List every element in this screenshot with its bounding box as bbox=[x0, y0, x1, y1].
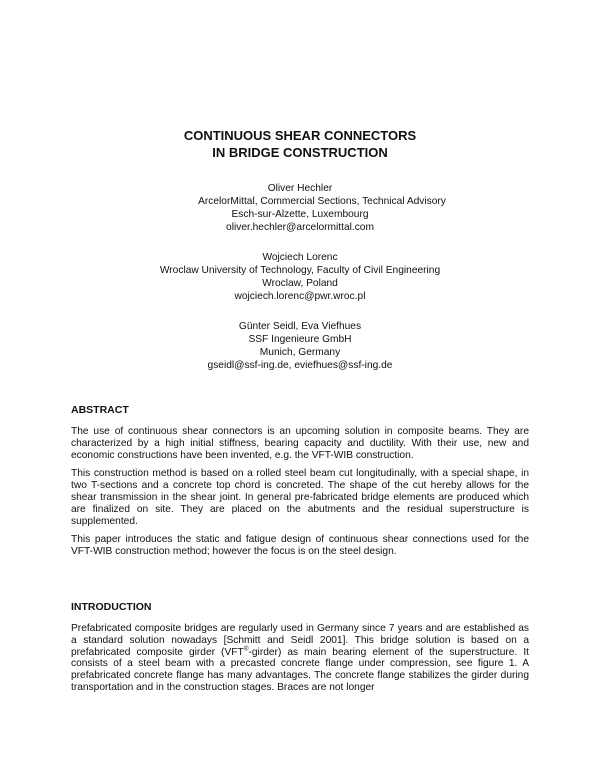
author-email: wojciech.lorenc@pwr.wroc.pl bbox=[234, 291, 366, 302]
author-location: Munich, Germany bbox=[259, 347, 341, 358]
abstract-paragraph: This paper introduces the static and fatigue design of continuous shear connections used for the VFT-WIB construction method; however the focus is on the steel design. bbox=[71, 534, 529, 558]
author-name: Wojciech Lorenc bbox=[262, 252, 338, 263]
author-list bbox=[0, 182, 600, 389]
introduction-section bbox=[71, 601, 529, 701]
title-line-1: CONTINUOUS SHEAR CONNECTORS bbox=[183, 128, 417, 143]
intro-text-part-2: -girder) as main bearing element of the superstructure. It consists of a steel beam with a precasted concrete flange under compression, see figure 1. A prefabricated concrete flange has many advantages. The concrete flange stabilizes the girder during transportation and in the construction stages. Braces are not longer bbox=[71, 646, 529, 693]
author-name: Günter Seidl, Eva Viefhues bbox=[238, 321, 362, 332]
author-location: Esch-sur-Alzette, Luxembourg bbox=[231, 209, 369, 220]
abstract-heading: ABSTRACT bbox=[71, 404, 129, 416]
paper-title bbox=[0, 127, 600, 161]
registered-mark: ® bbox=[243, 645, 249, 653]
author-affiliation: ArcelorMittal, Commercial Sections, Technical Advisory bbox=[198, 196, 446, 207]
introduction-paragraph bbox=[71, 623, 529, 694]
abstract-paragraph: The use of continuous shear connectors is an upcoming solution in composite beams. They are characterized by a high initial stiffness, bearing capacity and ductility. With their use, new and economic constructions have been invented, e.g. the VFT-WIB construction. bbox=[71, 426, 529, 461]
abstract-paragraph: This construction method is based on a rolled steel beam cut longitudinally, with a special shape, in two T-sections and a concrete top chord is concreted. The shape of the cut hereby allows for the shear transmission in the shear joint. In general pre-fabricated bridge elements are produced which are finalized on site. They are placed on the abutments and the residual superstructure is supplemented. bbox=[71, 468, 529, 527]
introduction-heading: INTRODUCTION bbox=[71, 601, 152, 613]
author-block bbox=[0, 251, 600, 303]
author-affiliation: Wroclaw University of Technology, Faculty of Civil Engineering bbox=[159, 265, 441, 276]
author-name: Oliver Hechler bbox=[267, 183, 333, 194]
intro-text-part-1: Prefabricated composite bridges are regularly used in Germany since 7 years and are established as a standard solution nowadays [Schmitt and Seidl 2001]. This bridge solution is based on a prefabricated composite girder (VFT bbox=[71, 623, 529, 658]
author-block bbox=[0, 320, 600, 372]
author-block bbox=[0, 182, 600, 234]
author-email: oliver.hechler@arcelormittal.com bbox=[226, 222, 374, 233]
title-line-2: IN BRIDGE CONSTRUCTION bbox=[212, 145, 388, 160]
author-location: Wroclaw, Poland bbox=[262, 278, 338, 289]
author-email: gseidl@ssf-ing.de, eviefhues@ssf-ing.de bbox=[207, 360, 393, 371]
author-affiliation: SSF Ingenieure GmbH bbox=[248, 334, 352, 345]
abstract-section bbox=[71, 404, 529, 565]
